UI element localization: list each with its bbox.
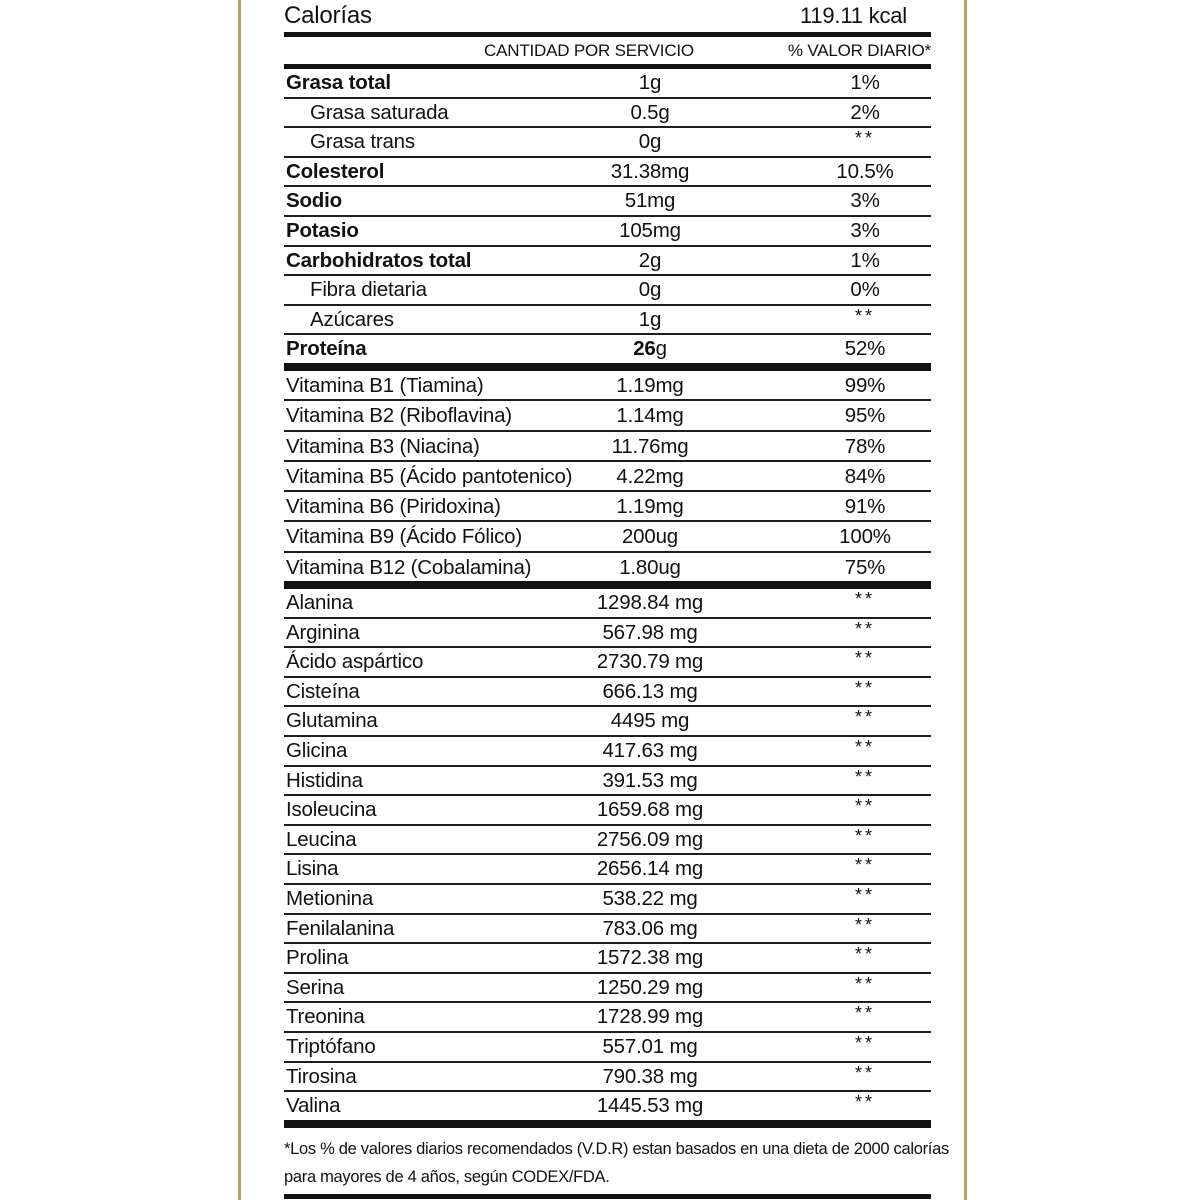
nutrient-name: Vitamina B6 (Piridoxina): [286, 495, 501, 519]
nutrient-daily-value: **: [854, 796, 875, 817]
nutrient-name: Grasa saturada: [310, 100, 449, 124]
nutrient-name: Prolina: [286, 946, 349, 970]
nutrient-amount: 26g: [633, 337, 667, 361]
nutrient-daily-value: 99%: [844, 373, 886, 397]
nutrient-row: [284, 974, 931, 1004]
amino-acids-section: [284, 589, 931, 1120]
nutrient-row: [284, 69, 931, 99]
nutrient-row: [284, 619, 931, 649]
nutrient-row: [284, 1063, 931, 1093]
nutrient-row: [284, 855, 931, 885]
nutrient-amount: 4495 mg: [610, 709, 690, 733]
nutrient-row: [284, 589, 931, 619]
nutrient-name: Fibra dietaria: [310, 278, 427, 302]
nutrient-daily-value: 52%: [844, 337, 886, 361]
nutrient-row: [284, 707, 931, 737]
nutrient-daily-value: 10.5%: [836, 159, 894, 183]
nutrient-daily-value: 2%: [850, 100, 880, 124]
nutrient-row: [284, 678, 931, 708]
nutrient-row: [284, 1092, 931, 1120]
nutrient-row: [284, 648, 931, 678]
nutrient-row: [284, 306, 931, 336]
nutrient-daily-value: 1%: [850, 71, 880, 94]
nutrient-daily-value: **: [854, 1032, 875, 1053]
nutrient-row: [284, 767, 931, 797]
nutrient-row: [284, 522, 931, 552]
column-headers: [284, 37, 931, 64]
nutrient-amount: 105mg: [619, 218, 681, 242]
nutrient-name: Grasa trans: [310, 130, 415, 154]
vitamins-section: [284, 371, 931, 581]
nutrient-name: Sodio: [286, 189, 342, 213]
nutrient-amount: 0g: [638, 278, 662, 302]
nutrient-row: [284, 553, 931, 581]
nutrient-amount: 1g: [638, 307, 662, 331]
nutrient-amount: 1445.53 mg: [596, 1094, 704, 1118]
nutrient-name: Vitamina B3 (Niacina): [286, 434, 480, 458]
nutrient-amount: 567.98 mg: [602, 620, 698, 644]
macronutrients-section: [284, 69, 931, 363]
nutrient-amount: 1659.68 mg: [596, 798, 704, 822]
nutrient-amount: 1728.99 mg: [596, 1005, 704, 1029]
nutrient-row: [284, 217, 931, 247]
nutrient-name: Histidina: [286, 768, 363, 792]
nutrient-amount: 538.22 mg: [602, 886, 698, 910]
nutrient-row: [284, 944, 931, 974]
nutrient-daily-value: **: [854, 1092, 875, 1113]
nutrient-daily-value: **: [854, 677, 875, 698]
nutrient-name: Ácido aspártico: [286, 650, 424, 674]
nutrient-name: Valina: [286, 1094, 341, 1118]
bottom-border-bar: [284, 1194, 931, 1199]
nutrient-amount: 200ug: [621, 525, 678, 549]
nutrient-amount: 31.38mg: [610, 159, 690, 183]
nutrient-daily-value: **: [854, 618, 875, 639]
amount-column-header: CANTIDAD POR SERVICIO: [484, 41, 694, 60]
nutrient-name: Vitamina B9 (Ácido Fólico): [286, 525, 522, 549]
nutrient-row: [284, 276, 931, 306]
nutrient-name: Glutamina: [286, 709, 378, 733]
nutrient-amount: 557.01 mg: [602, 1034, 698, 1058]
nutrient-name: Vitamina B2 (Riboflavina): [286, 404, 512, 428]
nutrient-daily-value: **: [854, 973, 875, 994]
nutrient-row: [284, 737, 931, 767]
section-divider-bar: [284, 581, 931, 589]
nutrient-daily-value: **: [854, 736, 875, 757]
nutrient-name: Carbohidratos total: [286, 248, 472, 272]
nutrient-row: [284, 826, 931, 856]
nutrient-name: Potasio: [286, 218, 359, 242]
nutrient-amount: 417.63 mg: [602, 738, 698, 762]
nutrient-daily-value: 78%: [844, 434, 886, 458]
nutrient-amount: 391.53 mg: [602, 768, 698, 792]
nutrient-name: Colesterol: [286, 159, 385, 183]
nutrient-amount: 4.22mg: [616, 464, 684, 488]
calories-row: [284, 0, 931, 32]
nutrient-name: Grasa total: [286, 71, 391, 94]
nutrient-daily-value: 91%: [844, 495, 886, 519]
nutrient-amount: 1250.29 mg: [596, 975, 704, 999]
nutrient-row: [284, 128, 931, 158]
nutrition-label: [238, 0, 967, 1200]
nutrient-daily-value: **: [854, 855, 875, 876]
calories-value: 119.11 kcal: [799, 3, 907, 28]
nutrient-daily-value: **: [854, 648, 875, 669]
nutrient-daily-value: **: [854, 884, 875, 905]
nutrient-row: [284, 1033, 931, 1063]
nutrient-daily-value: **: [854, 766, 875, 787]
nutrient-daily-value: **: [854, 707, 875, 728]
nutrient-name: Metionina: [286, 886, 374, 910]
nutrient-row: [284, 1003, 931, 1033]
footnote-line: para mayores de 4 años, según CODEX/FDA.: [284, 1167, 610, 1186]
nutrient-daily-value: 95%: [844, 404, 886, 428]
nutrient-amount: 11.76mg: [611, 434, 689, 458]
nutrient-daily-value: **: [854, 944, 875, 965]
nutrient-amount: 790.38 mg: [602, 1064, 698, 1088]
nutrient-row: [284, 796, 931, 826]
nutrient-amount: 783.06 mg: [602, 916, 698, 940]
calories-label: Calorías: [284, 2, 372, 29]
nutrient-row: [284, 371, 931, 401]
nutrient-row: [284, 187, 931, 217]
nutrient-row: [284, 401, 931, 431]
nutrient-name: Vitamina B5 (Ácido pantotenico): [286, 464, 573, 488]
nutrient-amount: 2656.14 mg: [596, 857, 704, 881]
nutrient-amount: 2730.79 mg: [596, 650, 704, 674]
nutrient-daily-value: 75%: [844, 555, 886, 579]
nutrient-daily-value: **: [854, 914, 875, 935]
nutrient-name: Treonina: [286, 1005, 365, 1029]
nutrient-name: Isoleucina: [286, 798, 377, 822]
nutrient-daily-value: 0%: [850, 278, 880, 302]
nutrient-row: [284, 885, 931, 915]
nutrient-name: Azúcares: [310, 307, 394, 331]
nutrient-name: Proteína: [286, 337, 367, 361]
nutrient-amount: 1298.84 mg: [596, 591, 704, 615]
nutrient-name: Cisteína: [286, 679, 360, 703]
nutrient-name: Glicina: [286, 738, 348, 762]
footnote-line: *Los % de valores diarios recomendados (V.D.R) estan basados en una dieta de 2000 calorías: [284, 1139, 949, 1158]
nutrient-name: Serina: [286, 975, 345, 999]
nutrient-amount: 2g: [638, 248, 662, 272]
nutrient-name: Tirosina: [286, 1064, 357, 1088]
nutrient-daily-value: 100%: [839, 525, 891, 549]
nutrient-amount: 666.13 mg: [602, 679, 698, 703]
nutrient-amount: 1572.38 mg: [596, 946, 704, 970]
nutrient-amount: 51mg: [624, 189, 676, 213]
nutrient-row: [284, 462, 931, 492]
footnote: [284, 1128, 949, 1191]
nutrient-row: [284, 247, 931, 277]
nutrient-daily-value: **: [854, 589, 875, 610]
nutrient-amount: 1.14mg: [616, 404, 684, 428]
nutrient-name: Vitamina B12 (Cobalamina): [286, 555, 532, 579]
nutrient-daily-value: **: [854, 825, 875, 846]
nutrient-name: Leucina: [286, 827, 357, 851]
nutrient-amount: 2756.09 mg: [596, 827, 704, 851]
nutrient-name: Arginina: [286, 620, 360, 644]
nutrient-name: Triptófano: [286, 1034, 376, 1058]
nutrient-daily-value: **: [854, 305, 875, 326]
nutrient-daily-value: 3%: [850, 218, 880, 242]
nutrient-daily-value: 84%: [844, 464, 886, 488]
nutrient-row: [284, 158, 931, 188]
nutrient-name: Alanina: [286, 591, 353, 615]
nutrient-name: Lisina: [286, 857, 339, 881]
nutrient-name: Fenilalanina: [286, 916, 395, 940]
nutrient-row: [284, 492, 931, 522]
nutrient-daily-value: **: [854, 1003, 875, 1024]
nutrient-daily-value: 3%: [850, 189, 880, 213]
section-divider-bar: [284, 1120, 931, 1128]
nutrient-row: [284, 335, 931, 363]
nutrient-row: [284, 432, 931, 462]
nutrient-amount: 0g: [638, 130, 662, 154]
nutrient-daily-value: **: [854, 128, 875, 149]
nutrient-row: [284, 915, 931, 945]
nutrient-amount: 0.5g: [630, 100, 670, 124]
nutrient-daily-value: 1%: [850, 248, 880, 272]
nutrient-amount: 1g: [638, 71, 662, 94]
nutrient-amount: 1.19mg: [616, 495, 684, 519]
nutrient-amount: 1.19mg: [616, 373, 684, 397]
nutrient-name: Vitamina B1 (Tiamina): [286, 373, 484, 397]
daily-value-column-header: % VALOR DIARIO*: [787, 41, 931, 60]
nutrient-amount: 1.80ug: [619, 555, 681, 579]
nutrient-row: [284, 99, 931, 129]
section-divider-bar: [284, 363, 931, 371]
nutrient-daily-value: **: [854, 1062, 875, 1083]
